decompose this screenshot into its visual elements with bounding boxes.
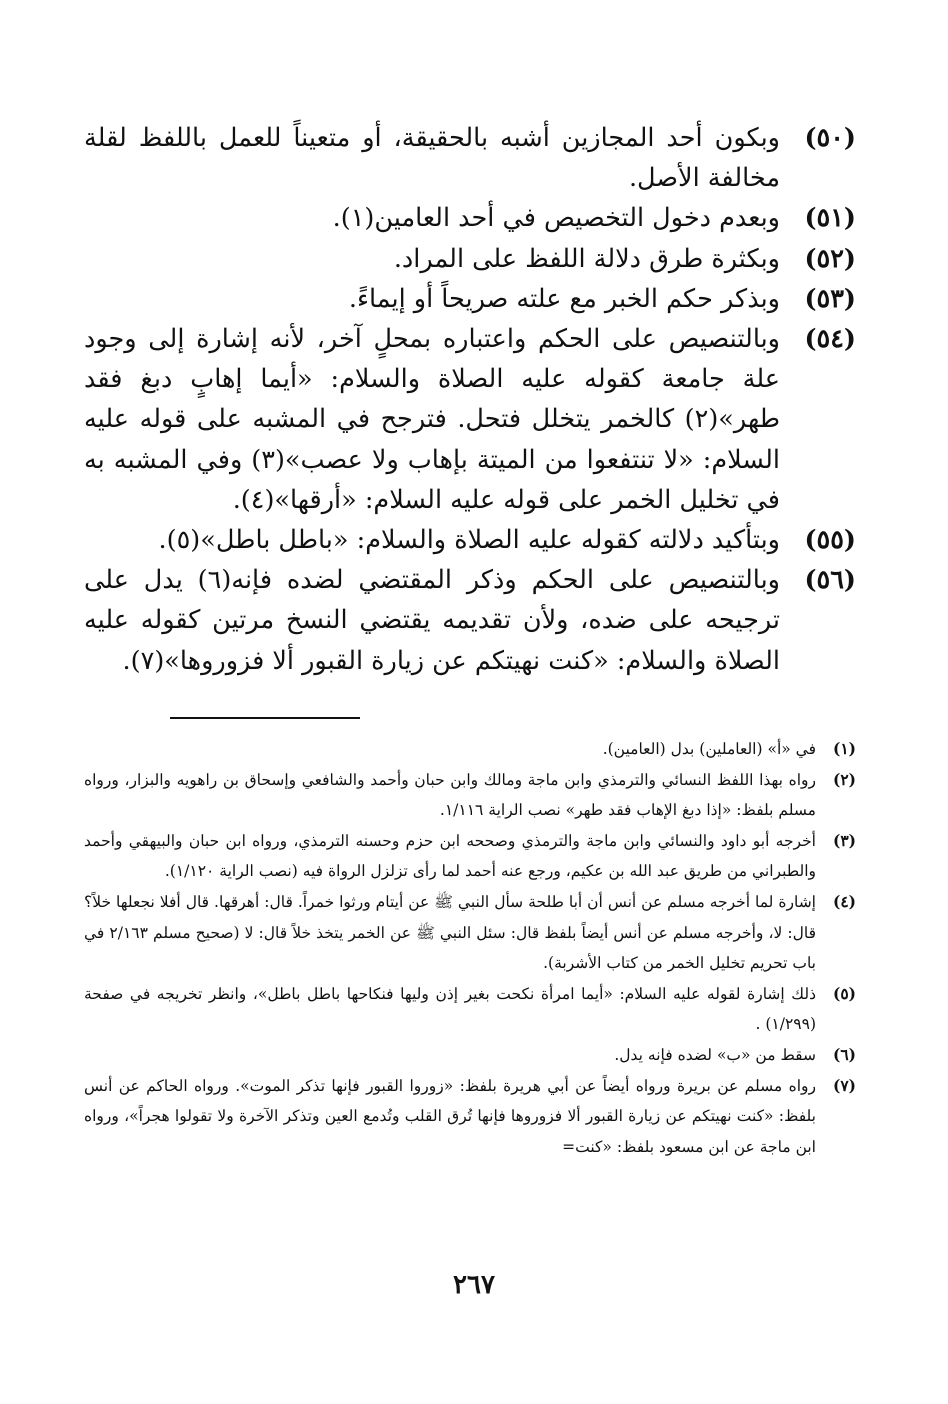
footnote-text: في «أ» (العاملين) بدل (العامين). <box>602 740 816 758</box>
footnote <box>84 765 856 826</box>
footnotes <box>84 734 856 1162</box>
footnote-text: سقط من «ب» لضده فإنه يدل. <box>614 1045 816 1064</box>
item-number: (٥٤) <box>804 324 856 355</box>
footnote-number: (٢) <box>832 769 856 789</box>
item-text: وبكون أحد المجازين أشبه بالحقيقة، أو متعيناً للعمل باللفظ لقلة مخالفة الأصل. <box>84 123 780 194</box>
footnote <box>84 826 856 887</box>
footnote-number: (٦) <box>832 1044 856 1064</box>
footnote <box>84 734 856 765</box>
footnote-number: (١) <box>832 739 856 758</box>
item-text: وبتأكيد دلالته كقوله عليه الصلاة والسلام: «باطل باطل»(٥). <box>158 525 780 556</box>
item-number: (٥١) <box>804 203 856 234</box>
footnote-text: ذلك إشارة لقوله عليه السلام: «أيما امرأة نكحت بغير إذن وليها فنكاحها باطل باطل»، وانظر تخريجه في صفحة (١/٢٩٩) . <box>84 984 816 1034</box>
numbered-item <box>84 279 856 319</box>
footnote <box>84 979 856 1040</box>
item-number: (٥٥) <box>804 525 856 556</box>
footnote-number: (٣) <box>832 830 856 850</box>
footnote <box>84 887 856 979</box>
numbered-item <box>84 118 856 198</box>
item-text: وبالتنصيص على الحكم وذكر المقتضي لضده فإنه(٦) يدل على ترجيحه على ضده، ولأن تقديمه يقتضي النسخ مرتين كقوله عليه الصلاة والسلام: «كنت نهيتكم عن زيارة القبور ألا فزوروها»(٧). <box>84 565 780 676</box>
item-text: وبالتنصيص على الحكم واعتباره بمحلٍ آخر، لأنه إشارة إلى وجود علة جامعة كقوله عليه الصلاة والسلام: «أيما إهابٍ دبغ فقد طهر»(٢) كالخمر يتخلل فتحل. فترجح في المشبه على قوله عليه السلام: «لا تنتفعوا من الميتة بإهاب ولا عصب»(٣) وفي المشبه به في تخليل الخمر على قوله عليه السلام: «أرقها»(٤). <box>84 324 780 515</box>
footnote-number: (٤) <box>832 891 856 911</box>
numbered-item <box>84 198 856 238</box>
main-text <box>84 118 856 681</box>
footnote-text: أخرجه أبو داود والنسائي وابن ماجة والترمذي وصححه ابن حزم وحسنه الترمذي، ورواه ابن حبان والبيهقي وأحمد والطبراني من طريق عبد الله بن عكيم، ورجع عنه أحمد لما رأى تزلزل الرواة فيه (نصب الراية ١/١٢٠). <box>84 831 816 881</box>
numbered-item <box>84 560 856 681</box>
item-text: وبعدم دخول التخصيص في أحد العامين(١). <box>332 203 780 234</box>
numbered-item <box>84 239 856 279</box>
footnote <box>84 1071 856 1163</box>
footnote-number: (٥) <box>832 983 856 1003</box>
footnote <box>84 1040 856 1071</box>
item-number: (٥٠) <box>804 123 856 153</box>
footnote-text: رواه بهذا اللفظ النسائي والترمذي وابن ماجة ومالك وابن حبان وأحمد والشافعي وإسحاق بن راهويه والبزار، ورواه مسلم بلفظ: «إذا دبغ الإهاب فقد طهر» نصب الراية ١/١١٦. <box>84 770 816 820</box>
item-number: (٥٢) <box>804 243 856 274</box>
page-number: ٢٦٧ <box>453 1270 495 1300</box>
footnote-number: (٧) <box>832 1075 856 1095</box>
footnote-divider <box>170 717 360 719</box>
footnote-text: إشارة لما أخرجه مسلم عن أنس أن أبا طلحة سأل النبي ﷺ عن أيتام ورثوا خمراً. قال: أهرقها. قال أفلا نجعلها خلاً؟ قال: لا، وأخرجه مسلم عن أنس أيضاً بلفظ قال: سئل النبي ﷺ عن الخمر يتخذ خلاً قال: لا (صحيح مسلم ٢/١٦٣ في باب تحريم تخليل الخمر من كتاب الأشربة). <box>84 892 816 973</box>
numbered-item <box>84 319 856 520</box>
item-number: (٥٦) <box>804 565 856 596</box>
item-text: وبذكر حكم الخبر مع علته صريحاً أو إيماءً. <box>348 283 780 314</box>
numbered-item <box>84 520 856 560</box>
item-text: وبكثرة طرق دلالة اللفظ على المراد. <box>393 243 780 274</box>
footnote-text: رواه مسلم عن بريرة ورواه أيضاً عن أبي هريرة بلفظ: «زوروا القبور فإنها تذكر الموت». ورواه الحاكم عن أنس بلفظ: «كنت نهيتكم عن زيارة القبور ألا فزوروها فإنها تُرق القلب وتُدمع العين وتذكر الآخرة ولا تقولوا هجراً»، ورواه ابن ماجة عن ابن مسعود بلفظ: «كنت= <box>84 1076 816 1156</box>
item-number: (٥٣) <box>804 283 856 314</box>
